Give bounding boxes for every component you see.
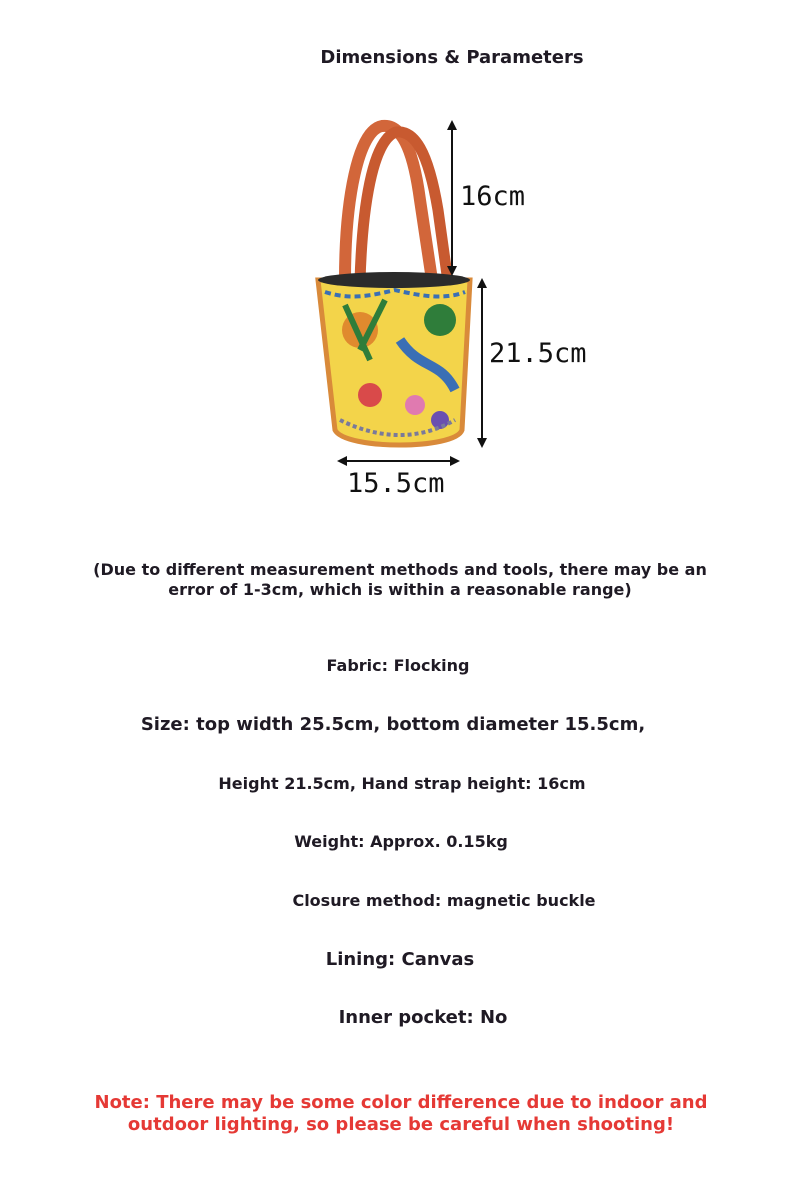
measurement-disclaimer: (Due to different measurement methods and tools, there may be an error of 1-3cm, which is within a reasonable range)	[93, 560, 707, 599]
page-title: Dimensions & Parameters	[320, 47, 584, 68]
spec-lining: Lining: Canvas	[325, 949, 475, 970]
spec-inner-pocket: Inner pocket: No	[338, 1007, 508, 1028]
bag-illustration	[0, 0, 800, 520]
bag-height-label: 21.5cm	[489, 338, 587, 369]
color-note: Note: There may be some color difference due to indoor and outdoor lighting, so please be careful when shooting!	[94, 1092, 708, 1135]
bag-opening	[318, 272, 470, 288]
spec-fabric: Fabric: Flocking	[326, 656, 470, 675]
spec-height: Height 21.5cm, Hand strap height: 16cm	[218, 774, 586, 793]
strap-height-label: 16cm	[460, 181, 526, 212]
spec-size: Size: top width 25.5cm, bottom diameter 15.5cm,	[140, 714, 646, 735]
spec-weight: Weight: Approx. 0.15kg	[294, 832, 508, 851]
bottom-width-label: 15.5cm	[347, 468, 445, 499]
spec-closure: Closure method: magnetic buckle	[292, 891, 596, 910]
